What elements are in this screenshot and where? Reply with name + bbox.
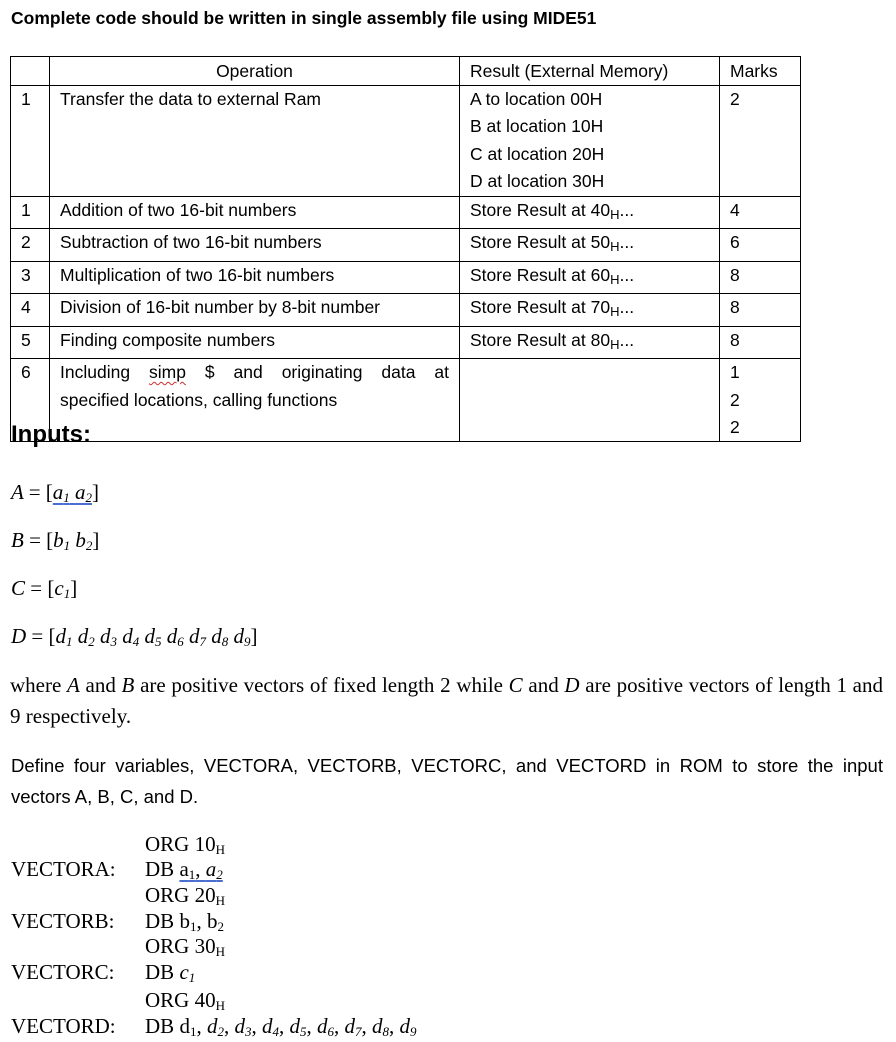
page-title: Complete code should be written in single assembly file using MIDE51 bbox=[11, 8, 597, 28]
vector-element: $a_1$ bbox=[52, 480, 70, 505]
text: where bbox=[10, 673, 67, 697]
vector-subscript: 2 bbox=[217, 919, 224, 934]
eq-open-bracket: [ bbox=[45, 480, 53, 504]
operation-line-2: specified locations, calling functions bbox=[60, 389, 338, 410]
vector-element: $b_1$ bbox=[179, 909, 197, 934]
table-row-transfer bbox=[11, 86, 801, 197]
vector-element: $d_4$ bbox=[122, 624, 140, 649]
operation-line-1 bbox=[60, 359, 449, 387]
var-d: D bbox=[564, 673, 580, 697]
code-line-vectorc bbox=[11, 960, 196, 985]
vector-subscript: 2 bbox=[217, 1024, 224, 1039]
hex-suffix: H bbox=[610, 271, 620, 287]
hex-suffix: H bbox=[215, 893, 225, 908]
row-marks: 6 bbox=[720, 229, 801, 262]
vector-subscript: 1 bbox=[189, 919, 197, 934]
vector-element: $d_8$ bbox=[371, 1014, 389, 1039]
equation-b bbox=[11, 528, 99, 554]
vector-element: $d_4$ bbox=[261, 1014, 279, 1039]
eq-close-bracket: ] bbox=[70, 576, 78, 600]
org-directive: ORG 20 bbox=[145, 883, 216, 907]
vector-subscript: 1 bbox=[66, 634, 73, 649]
db-items: $a_1$, $a_2$ bbox=[179, 857, 223, 882]
vector-element: $d_6$ bbox=[166, 624, 184, 649]
table-row bbox=[11, 229, 801, 262]
db-directive: DB bbox=[145, 960, 175, 984]
vector-element: $d_2$ bbox=[206, 1014, 224, 1039]
vector-element: $d_1$ bbox=[55, 624, 73, 649]
result-line: D at location 30H bbox=[470, 171, 605, 192]
vector-subscript: 8 bbox=[382, 1024, 389, 1039]
text: are positive vectors of fixed length 2 while bbox=[134, 673, 509, 697]
vector-element: $a_2$ bbox=[75, 480, 93, 505]
result-text: Store Result at 60 bbox=[470, 264, 611, 285]
vectors-description bbox=[10, 670, 883, 732]
header-operation: Operation bbox=[50, 57, 460, 86]
result-text: Store Result at 40 bbox=[470, 199, 611, 220]
vector-element: $d_5$ bbox=[144, 624, 162, 649]
eq-open-bracket: [ bbox=[46, 528, 54, 552]
eq-items bbox=[54, 576, 70, 600]
vector-subscript: 1 bbox=[188, 867, 196, 882]
code-label: VECTORC: bbox=[11, 960, 115, 984]
db-directive: DB bbox=[145, 857, 175, 881]
vector-element: $d_9$ bbox=[399, 1014, 417, 1039]
org-directive: ORG 40 bbox=[145, 988, 216, 1012]
eq-close-bracket: ] bbox=[92, 480, 100, 504]
eq-lhs: C bbox=[11, 576, 26, 600]
table-row-last bbox=[11, 359, 801, 442]
hex-suffix: H bbox=[215, 998, 225, 1013]
hex-suffix: H bbox=[610, 206, 620, 222]
vector-element: $d_5$ bbox=[289, 1014, 307, 1039]
row-result bbox=[460, 326, 720, 359]
row-marks bbox=[720, 359, 801, 442]
vector-subscript: 1 bbox=[63, 490, 70, 505]
row-marks: 8 bbox=[720, 294, 801, 327]
result-line: B at location 10H bbox=[470, 116, 604, 137]
table-row bbox=[11, 326, 801, 359]
row-result bbox=[460, 86, 720, 197]
task-table bbox=[10, 56, 801, 442]
equation-d bbox=[11, 624, 258, 650]
marks-line: 2 bbox=[730, 389, 740, 410]
eq-open-bracket: [ bbox=[48, 624, 56, 648]
code-label: VECTORB: bbox=[11, 909, 115, 933]
vector-element: $a_2$ bbox=[205, 857, 223, 882]
vector-subscript: 6 bbox=[177, 634, 184, 649]
vector-subscript: 1 bbox=[63, 586, 71, 601]
eq-items bbox=[53, 480, 92, 504]
vector-element: $d_3$ bbox=[100, 624, 118, 649]
vector-subscript: 3 bbox=[244, 1024, 252, 1039]
vector-element: $c_1$ bbox=[54, 576, 71, 601]
hex-suffix: H bbox=[215, 944, 225, 959]
word: $ and originating data at bbox=[204, 362, 449, 383]
table-row bbox=[11, 196, 801, 229]
eq-items bbox=[53, 528, 92, 552]
vector-element: $d_8$ bbox=[211, 624, 229, 649]
eq-open-bracket: [ bbox=[47, 576, 55, 600]
ellipsis: ... bbox=[619, 199, 635, 220]
db-items: $d_1$, $d_2$, $d_3$, $d_4$, $d_5$, $d_6$, $d_7$, $d_8$, $d_9$ bbox=[179, 1014, 417, 1039]
vector-subscript: 9 bbox=[409, 1024, 417, 1039]
eq-lhs: D bbox=[11, 624, 27, 648]
inputs-heading: Inputs: bbox=[11, 421, 91, 448]
vector-element: $c_1$ bbox=[179, 960, 196, 985]
row-result bbox=[460, 229, 720, 262]
code-label: VECTORA: bbox=[11, 857, 116, 881]
ellipsis: ... bbox=[619, 264, 635, 285]
hex-suffix: H bbox=[610, 304, 620, 320]
eq-sign: = bbox=[30, 576, 43, 600]
vector-element: $a_1$ bbox=[179, 857, 196, 882]
vector-subscript: 4 bbox=[132, 634, 140, 649]
vector-subscript: 4 bbox=[272, 1024, 279, 1039]
db-directive: DB bbox=[145, 1014, 175, 1038]
eq-close-bracket: ] bbox=[92, 528, 100, 552]
equation-a bbox=[11, 480, 99, 506]
header-result: Result (External Memory) bbox=[460, 57, 720, 86]
text: and bbox=[522, 673, 565, 697]
hex-suffix: H bbox=[610, 336, 620, 352]
db-items bbox=[179, 960, 195, 984]
vector-subscript: 2 bbox=[85, 538, 93, 553]
eq-close-bracket: ] bbox=[250, 624, 258, 648]
header-marks: Marks bbox=[720, 57, 801, 86]
vector-element: $d_7$ bbox=[344, 1014, 362, 1039]
text: are positive vectors of length 1 and 9 respectively. bbox=[10, 673, 884, 728]
row-operation bbox=[50, 359, 460, 442]
vector-subscript: 5 bbox=[299, 1024, 307, 1039]
marks-line: 1 bbox=[730, 362, 740, 383]
row-marks: 8 bbox=[720, 326, 801, 359]
row-operation: Transfer the data to external Ram bbox=[50, 86, 460, 197]
var-a: A bbox=[67, 673, 80, 697]
row-num: 2 bbox=[11, 229, 50, 262]
eq-items bbox=[56, 624, 251, 648]
var-b: B bbox=[121, 673, 135, 697]
row-num: 4 bbox=[11, 294, 50, 327]
eq-sign: = bbox=[31, 624, 44, 648]
row-result bbox=[460, 196, 720, 229]
vector-subscript: 7 bbox=[354, 1024, 362, 1039]
eq-lhs: B bbox=[11, 528, 24, 552]
org-directive: ORG 30 bbox=[145, 934, 216, 958]
result-text: Store Result at 70 bbox=[470, 297, 611, 318]
table-header-row bbox=[11, 57, 801, 86]
vector-subscript: 7 bbox=[199, 634, 207, 649]
vector-element: $b_2$ bbox=[206, 909, 224, 934]
vector-subscript: 2 bbox=[88, 634, 95, 649]
vector-subscript: 2 bbox=[85, 490, 93, 505]
row-marks: 8 bbox=[720, 261, 801, 294]
header-num bbox=[11, 57, 50, 86]
vector-subscript: 2 bbox=[216, 867, 223, 882]
equation-c bbox=[11, 576, 77, 602]
org-directive: ORG 10 bbox=[145, 832, 216, 856]
row-num: 3 bbox=[11, 261, 50, 294]
vector-subscript: 1 bbox=[63, 538, 71, 553]
vector-subscript: 9 bbox=[244, 634, 251, 649]
row-result-empty bbox=[460, 359, 720, 442]
row-num: 1 bbox=[11, 86, 50, 197]
result-line: A to location 00H bbox=[470, 89, 603, 109]
result-line: C at location 20H bbox=[470, 143, 605, 164]
marks-line: 2 bbox=[730, 416, 740, 437]
row-marks: 4 bbox=[720, 196, 801, 229]
row-num: 1 bbox=[11, 196, 50, 229]
hex-suffix: H bbox=[215, 842, 225, 857]
misspelled-word: simp bbox=[149, 362, 186, 383]
eq-lhs: A bbox=[11, 480, 24, 504]
vector-subscript: 3 bbox=[110, 634, 118, 649]
db-items: $b_1$, $b_2$ bbox=[179, 909, 224, 934]
db-directive: DB bbox=[145, 909, 175, 933]
row-num: 5 bbox=[11, 326, 50, 359]
ellipsis: ... bbox=[619, 232, 635, 253]
eq-sign: = bbox=[28, 480, 41, 504]
vector-element: $d_2$ bbox=[77, 624, 95, 649]
result-text: Store Result at 80 bbox=[470, 329, 611, 350]
vector-element: $b_2$ bbox=[75, 528, 93, 553]
vector-element: $d_9$ bbox=[233, 624, 251, 649]
define-variables-instruction: Define four variables, VECTORA, VECTORB, VECTORC, and VECTORD in ROM to store the input vectors A, B, C, and D. bbox=[11, 755, 883, 807]
row-num: 6 bbox=[11, 359, 50, 442]
code-line-vectorb bbox=[11, 909, 224, 934]
ellipsis: ... bbox=[619, 329, 635, 350]
vector-subscript: 1 bbox=[189, 1024, 197, 1039]
vector-subscript: 1 bbox=[188, 970, 196, 985]
code-label: VECTORD: bbox=[11, 1014, 116, 1038]
code-line-vectord bbox=[11, 1014, 417, 1039]
hex-suffix: H bbox=[610, 239, 620, 255]
row-operation: Finding composite numbers bbox=[50, 326, 460, 359]
vector-element: $b_1$ bbox=[53, 528, 71, 553]
vector-element: $d_3$ bbox=[234, 1014, 252, 1039]
vector-element: $d_7$ bbox=[189, 624, 207, 649]
vector-subscript: 6 bbox=[327, 1024, 334, 1039]
vector-element: $d_1$ bbox=[179, 1014, 197, 1039]
word: Including bbox=[60, 362, 131, 383]
row-result bbox=[460, 261, 720, 294]
result-text: Store Result at 50 bbox=[470, 232, 611, 253]
row-operation: Addition of two 16-bit numbers bbox=[50, 196, 460, 229]
vector-subscript: 8 bbox=[221, 634, 229, 649]
row-operation: Subtraction of two 16-bit numbers bbox=[50, 229, 460, 262]
text: and bbox=[79, 673, 122, 697]
row-operation: Multiplication of two 16-bit numbers bbox=[50, 261, 460, 294]
code-line-vectora bbox=[11, 857, 223, 882]
vector-element: $d_6$ bbox=[316, 1014, 334, 1039]
var-c: C bbox=[508, 673, 523, 697]
eq-sign: = bbox=[29, 528, 41, 552]
table-row bbox=[11, 294, 801, 327]
row-marks: 2 bbox=[720, 86, 801, 197]
row-operation: Division of 16-bit number by 8-bit number bbox=[50, 294, 460, 327]
ellipsis: ... bbox=[619, 297, 635, 318]
row-result bbox=[460, 294, 720, 327]
vector-subscript: 5 bbox=[155, 634, 162, 649]
table-row bbox=[11, 261, 801, 294]
